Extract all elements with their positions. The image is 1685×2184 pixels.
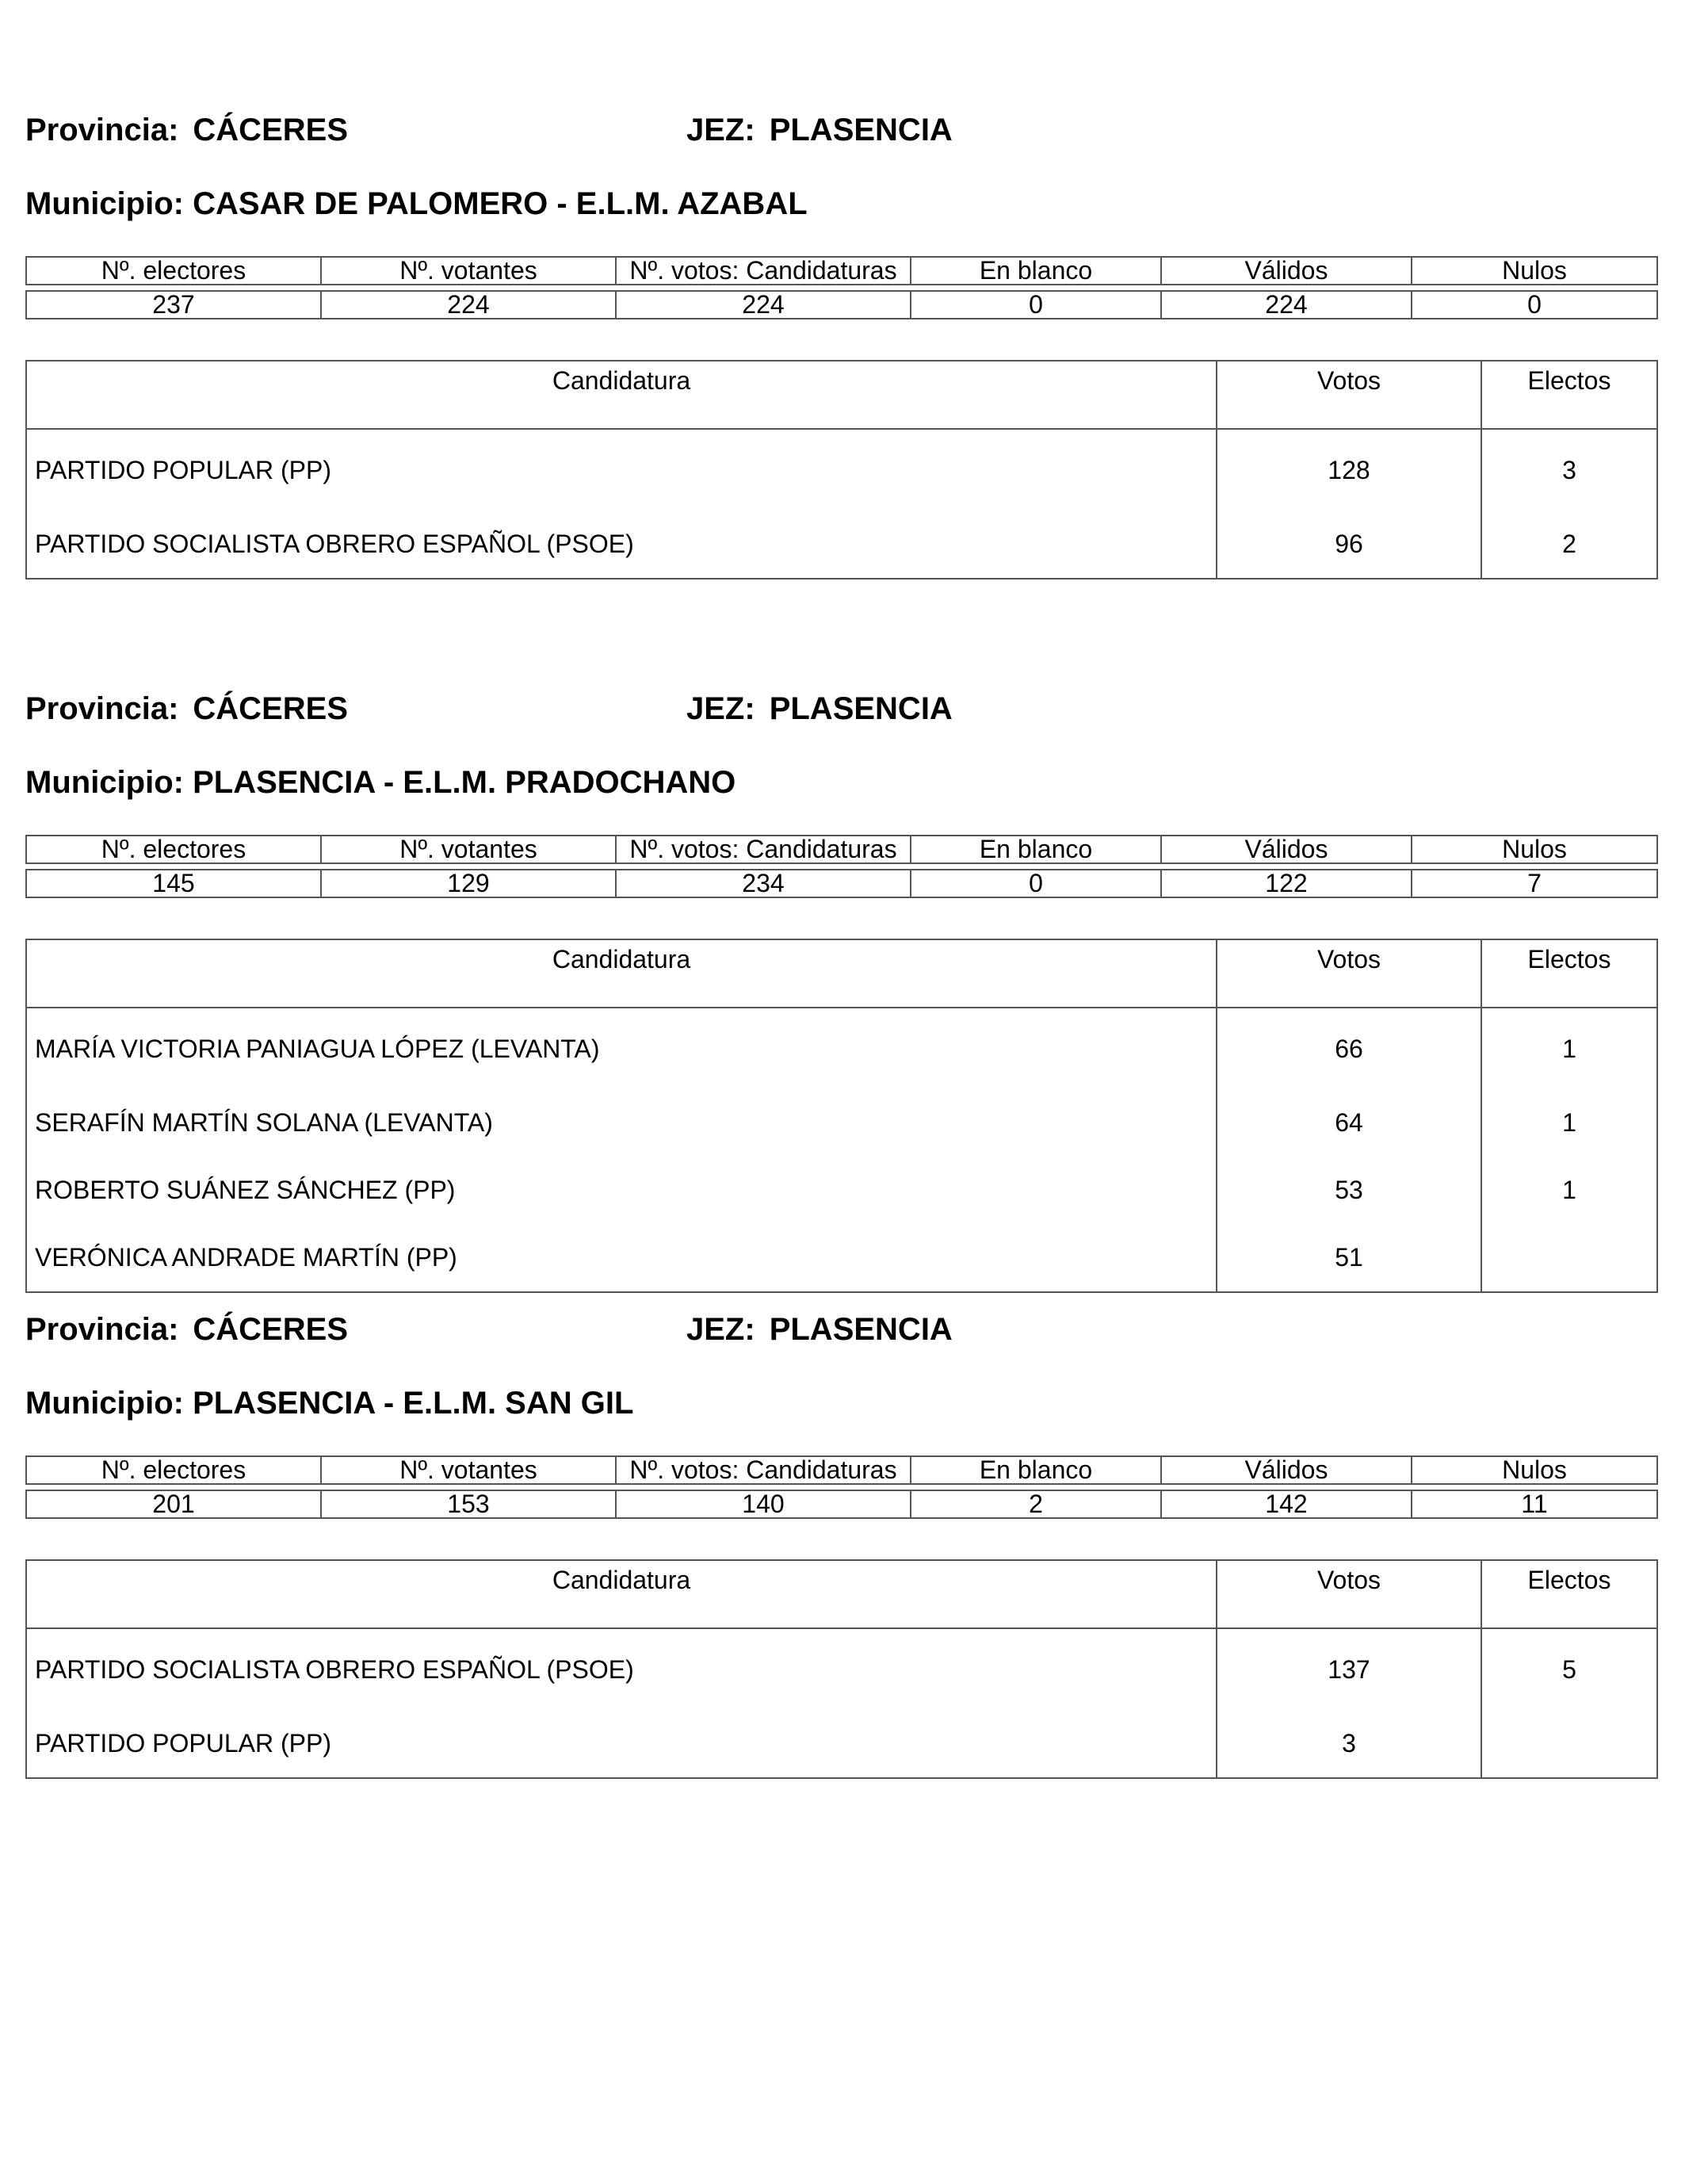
summary-table <box>25 256 1658 319</box>
provincia-value: CÁCERES <box>193 113 348 147</box>
provincia-value: CÁCERES <box>193 691 348 726</box>
header-votos: Votos <box>1217 939 1481 1008</box>
value-validos: 122 <box>1161 870 1412 897</box>
provincia-label: Provincia: <box>25 1312 179 1347</box>
jez-line <box>686 1310 953 1348</box>
value-votos-candidaturas: 140 <box>616 1490 911 1518</box>
candidatura-electos: 5 <box>1481 1628 1657 1710</box>
value-electores: 145 <box>26 870 321 897</box>
header-electos: Electos <box>1481 361 1657 429</box>
section-san-gil <box>25 1310 1656 1770</box>
candidatura-votos: 3 <box>1217 1710 1481 1778</box>
municipio-value: PLASENCIA - E.L.M. SAN GIL <box>193 1386 634 1421</box>
candidatura-votos: 51 <box>1217 1224 1481 1292</box>
result-row <box>26 1008 1657 1089</box>
header-validos: Válidos <box>1161 1456 1412 1484</box>
header-votos-candidaturas: Nº. votos: Candidaturas <box>616 836 911 863</box>
value-validos: 224 <box>1161 291 1412 319</box>
candidatura-name: PARTIDO SOCIALISTA OBRERO ESPAÑOL (PSOE) <box>26 1628 1217 1710</box>
municipio-label: Municipio: <box>25 765 184 800</box>
provincia-label: Provincia: <box>25 113 179 147</box>
candidatura-name: MARÍA VICTORIA PANIAGUA LÓPEZ (LEVANTA) <box>26 1008 1217 1089</box>
value-votos-candidaturas: 234 <box>616 870 911 897</box>
value-nulos: 7 <box>1412 870 1657 897</box>
provincia-line <box>25 1310 348 1348</box>
candidatura-votos: 64 <box>1217 1089 1481 1157</box>
candidatura-votos: 66 <box>1217 1008 1481 1089</box>
summary-table <box>25 1455 1658 1519</box>
header-en-blanco: En blanco <box>911 257 1161 285</box>
result-row <box>26 429 1657 511</box>
header-en-blanco: En blanco <box>911 1456 1161 1484</box>
results-table <box>25 360 1658 579</box>
results-header-row <box>26 361 1657 429</box>
summary-header-row <box>26 836 1657 863</box>
candidatura-electos <box>1481 1710 1657 1778</box>
value-electores: 201 <box>26 1490 321 1518</box>
result-row <box>26 511 1657 579</box>
provincia-label: Provincia: <box>25 691 179 726</box>
value-en-blanco: 0 <box>911 870 1161 897</box>
value-votantes: 129 <box>321 870 616 897</box>
value-en-blanco: 0 <box>911 291 1161 319</box>
section-pradochano <box>25 690 1656 1276</box>
municipio-label: Municipio: <box>25 1386 184 1421</box>
candidatura-electos: 1 <box>1481 1008 1657 1089</box>
provincia-value: CÁCERES <box>193 1312 348 1347</box>
candidatura-electos <box>1481 1224 1657 1292</box>
candidatura-electos: 3 <box>1481 429 1657 511</box>
header-electores: Nº. electores <box>26 257 321 285</box>
header-votos-candidaturas: Nº. votos: Candidaturas <box>616 257 911 285</box>
summary-header-row <box>26 1456 1657 1484</box>
summary-value-row <box>26 870 1657 897</box>
municipio-line <box>25 185 808 223</box>
header-votos: Votos <box>1217 361 1481 429</box>
jez-value: PLASENCIA <box>769 691 953 726</box>
value-votos-candidaturas: 224 <box>616 291 911 319</box>
header-votos-candidaturas: Nº. votos: Candidaturas <box>616 1456 911 1484</box>
results-header-row <box>26 939 1657 1008</box>
summary-value-row <box>26 291 1657 319</box>
header-nulos: Nulos <box>1412 257 1657 285</box>
result-row <box>26 1710 1657 1778</box>
header-electores: Nº. electores <box>26 836 321 863</box>
header-votos: Votos <box>1217 1560 1481 1628</box>
candidatura-name: SERAFÍN MARTÍN SOLANA (LEVANTA) <box>26 1089 1217 1157</box>
header-candidatura: Candidatura <box>26 1560 1217 1628</box>
jez-label: JEZ: <box>686 691 755 726</box>
result-row <box>26 1628 1657 1710</box>
candidatura-name: ROBERTO SUÁNEZ SÁNCHEZ (PP) <box>26 1157 1217 1224</box>
results-table <box>25 939 1658 1293</box>
results-header-row <box>26 1560 1657 1628</box>
result-row <box>26 1157 1657 1224</box>
value-en-blanco: 2 <box>911 1490 1161 1518</box>
value-electores: 237 <box>26 291 321 319</box>
candidatura-electos: 1 <box>1481 1089 1657 1157</box>
header-electos: Electos <box>1481 1560 1657 1628</box>
section-casar-de-palomero <box>25 111 1656 571</box>
jez-value: PLASENCIA <box>769 1312 953 1347</box>
result-row <box>26 1224 1657 1292</box>
candidatura-votos: 53 <box>1217 1157 1481 1224</box>
header-nulos: Nulos <box>1412 836 1657 863</box>
jez-label: JEZ: <box>686 1312 755 1347</box>
header-votantes: Nº. votantes <box>321 1456 616 1484</box>
header-candidatura: Candidatura <box>26 361 1217 429</box>
candidatura-name: PARTIDO SOCIALISTA OBRERO ESPAÑOL (PSOE) <box>26 511 1217 579</box>
candidatura-electos: 1 <box>1481 1157 1657 1224</box>
provincia-line <box>25 690 348 728</box>
jez-value: PLASENCIA <box>769 113 953 147</box>
results-table <box>25 1559 1658 1779</box>
header-validos: Válidos <box>1161 257 1412 285</box>
value-votantes: 153 <box>321 1490 616 1518</box>
header-electores: Nº. electores <box>26 1456 321 1484</box>
candidatura-name: PARTIDO POPULAR (PP) <box>26 429 1217 511</box>
value-votantes: 224 <box>321 291 616 319</box>
municipio-line <box>25 763 736 801</box>
jez-label: JEZ: <box>686 113 755 147</box>
header-candidatura: Candidatura <box>26 939 1217 1008</box>
header-votantes: Nº. votantes <box>321 257 616 285</box>
municipio-line <box>25 1384 633 1422</box>
value-validos: 142 <box>1161 1490 1412 1518</box>
value-nulos: 11 <box>1412 1490 1657 1518</box>
municipio-value: CASAR DE PALOMERO - E.L.M. AZABAL <box>193 186 808 221</box>
candidatura-electos: 2 <box>1481 511 1657 579</box>
header-votantes: Nº. votantes <box>321 836 616 863</box>
candidatura-votos: 96 <box>1217 511 1481 579</box>
result-row <box>26 1089 1657 1157</box>
candidatura-votos: 137 <box>1217 1628 1481 1710</box>
provincia-line <box>25 111 348 149</box>
candidatura-votos: 128 <box>1217 429 1481 511</box>
summary-header-row <box>26 257 1657 285</box>
summary-table <box>25 835 1658 898</box>
header-en-blanco: En blanco <box>911 836 1161 863</box>
candidatura-name: PARTIDO POPULAR (PP) <box>26 1710 1217 1778</box>
candidatura-name: VERÓNICA ANDRADE MARTÍN (PP) <box>26 1224 1217 1292</box>
jez-line <box>686 111 953 149</box>
municipio-value: PLASENCIA - E.L.M. PRADOCHANO <box>193 765 736 800</box>
header-validos: Válidos <box>1161 836 1412 863</box>
header-nulos: Nulos <box>1412 1456 1657 1484</box>
summary-value-row <box>26 1490 1657 1518</box>
value-nulos: 0 <box>1412 291 1657 319</box>
municipio-label: Municipio: <box>25 186 184 221</box>
header-electos: Electos <box>1481 939 1657 1008</box>
jez-line <box>686 690 953 728</box>
